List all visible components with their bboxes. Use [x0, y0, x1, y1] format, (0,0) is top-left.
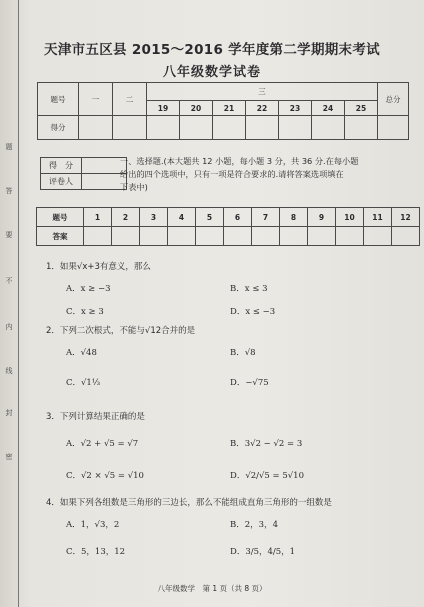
- question-3-option-c: C．√2 × √5 = √10: [66, 471, 144, 481]
- score-table-col: 20: [180, 101, 213, 116]
- binding-char: 不: [5, 277, 13, 285]
- score-table-col: 25: [345, 101, 378, 116]
- answer-cell[interactable]: [308, 227, 336, 246]
- score-cell[interactable]: [213, 116, 246, 140]
- score-table-defen: 得分: [38, 116, 79, 140]
- answer-table-col: 3: [140, 208, 168, 227]
- score-cell[interactable]: [345, 116, 378, 140]
- exam-title: 天津市五区县 2015～2016 学年度第二学期期末考试: [44, 42, 380, 58]
- answer-cell[interactable]: [364, 227, 392, 246]
- question-3-option-d: D．√2/√5 = 5√10: [230, 471, 304, 481]
- answer-table-col: 9: [308, 208, 336, 227]
- answer-table-col: 5: [196, 208, 224, 227]
- question-3-option-a: A．√2 + √5 = √7: [66, 439, 139, 449]
- answer-table-label: 答案: [37, 227, 84, 246]
- score-cell[interactable]: [79, 116, 113, 140]
- question-4-option-a: A．1，√3，2: [66, 520, 120, 530]
- answer-table-col: 7: [252, 208, 280, 227]
- reviewer-label: 评卷人: [41, 174, 82, 190]
- question-4-option-d: D．3/5，4/5，1: [230, 547, 296, 557]
- binding-char: 密: [5, 453, 13, 461]
- score-table-col: 23: [279, 101, 312, 116]
- question-4-option-b: B．2，3，4: [230, 520, 278, 530]
- question-4-option-c: C．5，13，12: [66, 547, 126, 557]
- answer-cell[interactable]: [196, 227, 224, 246]
- binding-char: 线: [5, 367, 13, 375]
- binding-line: [18, 0, 19, 607]
- answer-cell[interactable]: [252, 227, 280, 246]
- section-instructions: [120, 155, 406, 194]
- question-3-option-b: B．3√2 − √2 = 3: [230, 439, 303, 449]
- question-4-stem: 4．如果下列各组数是三角形的三边长，那么不能组成直角三角形的一组数是: [46, 498, 332, 508]
- score-table-col: 19: [147, 101, 180, 116]
- section-desc-line1: (本大题共 12 小题，每小题 3 分，共 36 分.在每小题: [163, 156, 359, 166]
- answer-table-col: 8: [280, 208, 308, 227]
- answer-cell[interactable]: [224, 227, 252, 246]
- section-desc-line2: 给出的四个选项中，只有一项是符合要求的.请将答案选项填在: [120, 169, 344, 179]
- question-2-option-d: D．−√75: [230, 378, 269, 388]
- answer-table-tihao: 题号: [37, 208, 84, 227]
- page-footer: 八年级数学 第 1 页（共 8 页）: [157, 584, 267, 593]
- question-1-option-c: C．x ≥ 3: [66, 307, 104, 317]
- answer-table-col: 6: [224, 208, 252, 227]
- answer-table-col: 1: [84, 208, 112, 227]
- reviewer-box: [40, 157, 127, 190]
- exam-subtitle: 八年级数学试卷: [162, 65, 261, 80]
- score-cell[interactable]: [113, 116, 147, 140]
- answer-cell[interactable]: [392, 227, 420, 246]
- question-2-option-c: C．√1⅓: [66, 378, 101, 388]
- score-table-part-one: 一: [79, 83, 113, 116]
- score-table-col: 22: [246, 101, 279, 116]
- score-table: [37, 82, 409, 140]
- binding-char: 答: [5, 187, 13, 195]
- score-table-tihao: 题号: [38, 83, 79, 116]
- binding-char: 内: [5, 323, 13, 331]
- answer-table-col: 4: [168, 208, 196, 227]
- score-table-col: 21: [213, 101, 246, 116]
- answer-table-col: 10: [336, 208, 364, 227]
- question-3-stem: 3．下列计算结果正确的是: [46, 412, 145, 422]
- question-1-option-d: D．x ≤ −3: [230, 307, 276, 317]
- answer-cell[interactable]: [168, 227, 196, 246]
- question-2-stem: 2．下列二次根式，不能与√12合并的是: [46, 326, 196, 336]
- question-1-option-b: B．x ≤ 3: [230, 284, 268, 294]
- answer-cell[interactable]: [84, 227, 112, 246]
- answer-cell[interactable]: [140, 227, 168, 246]
- score-table-total: 总分: [378, 83, 409, 116]
- answer-table-col: 12: [392, 208, 420, 227]
- score-table-part-two: 二: [113, 83, 147, 116]
- section-heading: 一、选择题.: [120, 156, 164, 166]
- binding-char: 封: [5, 409, 13, 417]
- answer-table-col: 11: [364, 208, 392, 227]
- score-cell[interactable]: [279, 116, 312, 140]
- answer-table: [36, 207, 420, 246]
- score-cell[interactable]: [246, 116, 279, 140]
- answer-table-col: 2: [112, 208, 140, 227]
- answer-cell[interactable]: [336, 227, 364, 246]
- score-cell[interactable]: [378, 116, 409, 140]
- score-table-part-three: 三: [147, 83, 378, 101]
- score-cell[interactable]: [147, 116, 180, 140]
- answer-cell[interactable]: [112, 227, 140, 246]
- score-cell[interactable]: [312, 116, 345, 140]
- section-desc-line3: 下表中): [120, 182, 148, 192]
- question-1-stem: 1．如果√x+3有意义，那么: [46, 262, 151, 272]
- binding-char: 要: [5, 231, 13, 239]
- binding-char: 题: [5, 143, 13, 151]
- question-1-option-a: A．x ≥ −3: [66, 284, 111, 294]
- answer-cell[interactable]: [280, 227, 308, 246]
- reviewer-defen: 得 分: [41, 158, 82, 174]
- score-table-col: 24: [312, 101, 345, 116]
- question-2-option-b: B．√8: [230, 348, 256, 358]
- score-cell[interactable]: [180, 116, 213, 140]
- question-2-option-a: A．√48: [66, 348, 97, 358]
